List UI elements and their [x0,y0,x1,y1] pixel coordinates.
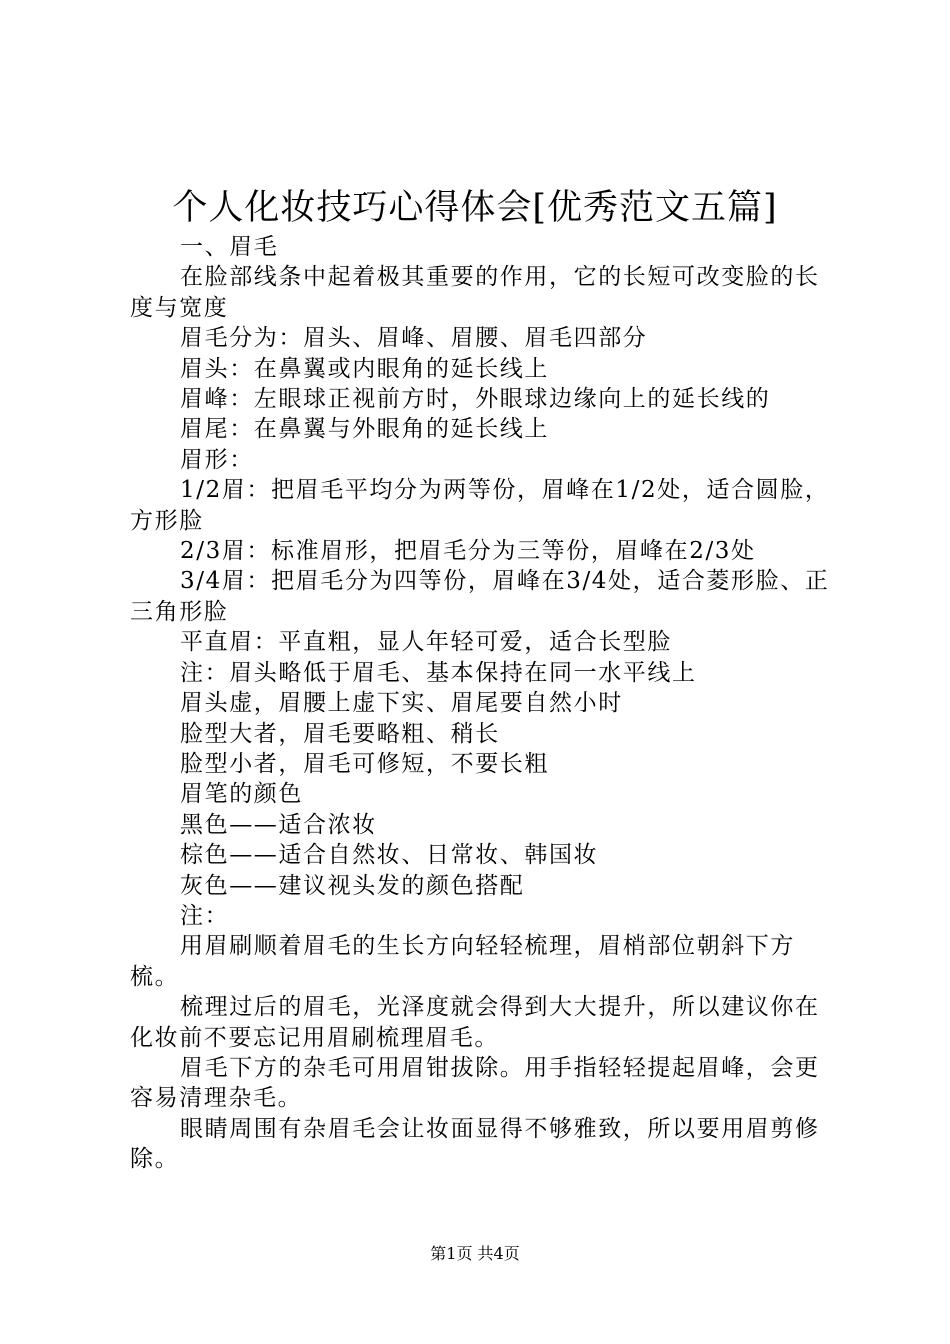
paragraph: 眉毛下方的杂毛可用眉钳拔除。用手指轻轻提起眉峰，会更容易清理杂毛。 [130,1054,820,1112]
paragraph: 黑色——适合浓妆 [180,811,377,838]
paragraph: 眉尾：在鼻翼与外眼角的延长线上 [180,416,549,443]
paragraph: 用眉刷顺着眉毛的生长方向轻轻梳理，眉梢部位朝斜下方梳。 [130,933,795,990]
document-title: 个人化妆技巧心得体会[优秀范文五篇] [172,188,778,228]
paragraph: 灰色——建议视头发的颜色搭配 [180,872,525,899]
paragraph: 在脸部线条中起着极其重要的作用，它的长短可改变脸的长度与宽度 [130,264,820,321]
paragraph: 脸型大者，眉毛要略粗、稍长 [180,720,500,747]
paragraph: 1/2眉：把眉毛平均分为两等份，眉峰在1/2处，适合圆脸，方形脸 [130,477,830,534]
paragraph: 注： [180,902,230,929]
paragraph: 梳理过后的眉毛，光泽度就会得到大大提升，所以建议你在化妆前不要忘记用眉刷梳理眉毛。 [130,994,820,1051]
paragraph: 眉头：在鼻翼或内眼角的延长线上 [180,355,549,382]
paragraph: 平直眉：平直粗，显人年轻可爱，适合长型脸 [180,629,672,656]
paragraph: 注：眉头略低于眉毛、基本保持在同一水平线上 [180,659,697,686]
paragraph: 棕色——适合自然妆、日常妆、韩国妆 [180,842,599,869]
paragraph: 眉峰：左眼球正视前方时，外眼球边缘向上的延长线的 [180,386,771,413]
paragraph: 眉笔的颜色 [180,781,303,808]
page-footer: 第1页 共4页 [430,1244,520,1263]
paragraph: 眉形： [180,446,254,473]
paragraph: 眼睛周围有杂眉毛会让妆面显得不够雅致，所以要用眉剪修除。 [130,1115,820,1173]
paragraph: 眉头虚，眉腰上虚下实、眉尾要自然小时 [180,690,623,717]
paragraph: 2/3眉：标准眉形，把眉毛分为三等份，眉峰在2/3处 [180,538,756,565]
document-body [130,232,840,1175]
paragraph: 眉毛分为：眉头、眉峰、眉腰、眉毛四部分 [180,325,648,352]
paragraph: 3/4眉：把眉毛分为四等份，眉峰在3/4处，适合菱形脸、正三角形脸 [130,568,830,625]
paragraph: 一、眉毛 [180,234,279,260]
paragraph: 脸型小者，眉毛可修短，不要长粗 [180,750,549,777]
